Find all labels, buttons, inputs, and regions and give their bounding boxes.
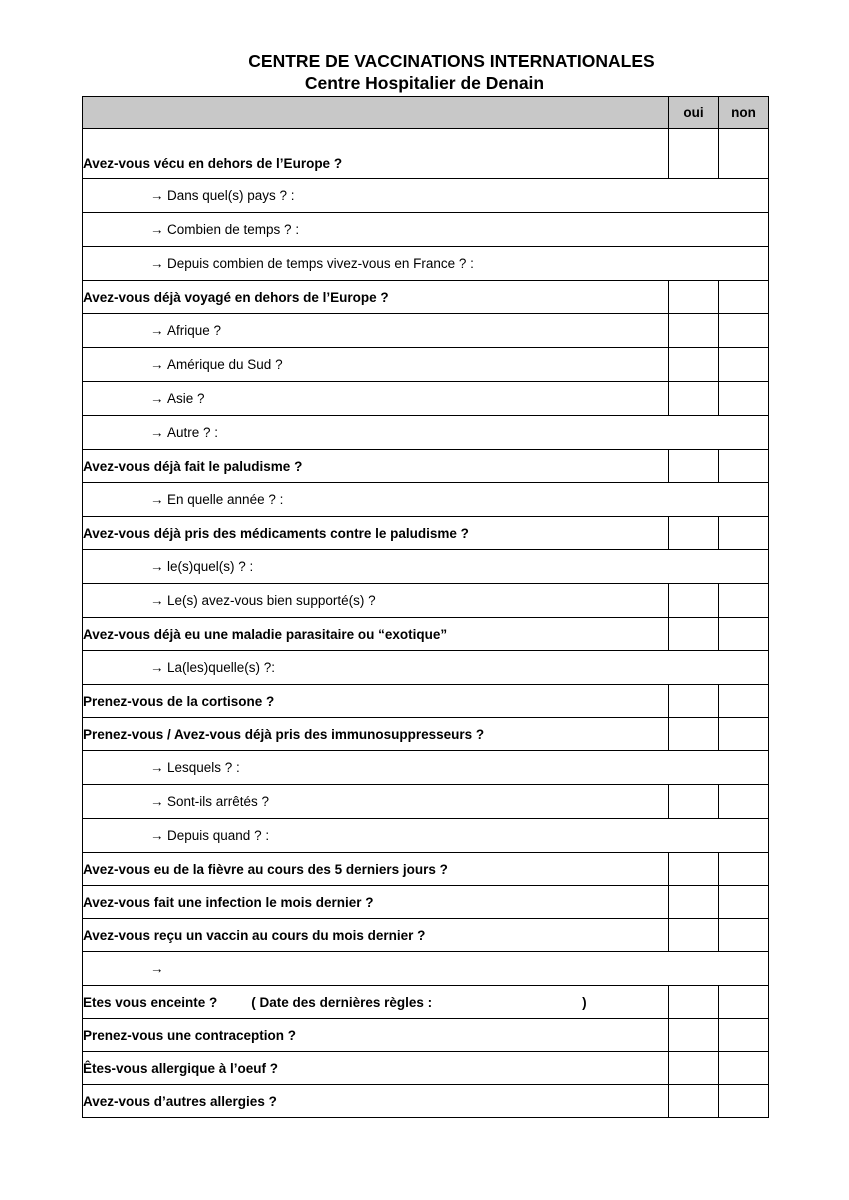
question-which-countries: Dans quel(s) pays ? : — [167, 188, 295, 203]
checkbox-non-lived-outside[interactable] — [719, 129, 769, 179]
question-other: Autre ? : — [167, 425, 219, 440]
checkbox-non-immunosuppressants[interactable] — [719, 718, 769, 751]
question-cell-meds-tolerated — [83, 584, 669, 618]
questionnaire-table — [82, 96, 769, 1118]
question-row-fever — [83, 853, 769, 886]
answer-field-vaccine-detail[interactable] — [83, 952, 769, 986]
checkbox-oui-travelled-outside[interactable] — [669, 281, 719, 314]
question-vaccine-last-month: Avez-vous reçu un vaccin au cours du mois dernier ? — [83, 919, 669, 952]
question-which-meds: le(s)quel(s) ? : — [167, 559, 254, 574]
answer-field-which-meds[interactable] — [83, 550, 769, 584]
question-row-immunosuppressants — [83, 718, 769, 751]
checkbox-oui-africa[interactable] — [669, 314, 719, 348]
checkbox-oui-immunosuppressants[interactable] — [669, 718, 719, 751]
question-travelled-outside: Avez-vous déjà voyagé en dehors de l’Europe ? — [83, 281, 669, 314]
document-subtitle: Centre Hospitalier de Denain — [304, 73, 545, 93]
question-row-since-when-france — [83, 247, 769, 281]
checkbox-oui-contraception[interactable] — [669, 1019, 719, 1052]
answer-field-which-disease[interactable] — [83, 651, 769, 685]
arrow-icon: → — [150, 961, 164, 976]
checkbox-oui-malaria[interactable] — [669, 450, 719, 483]
question-since-when-france: Depuis combien de temps vivez-vous en France ? : — [167, 256, 474, 271]
checkbox-oui-meds-tolerated[interactable] — [669, 584, 719, 618]
question-cell-pregnant — [83, 986, 669, 1019]
question-lived-outside: Avez-vous vécu en dehors de l’Europe ? — [83, 129, 669, 179]
checkbox-non-egg-allergy[interactable] — [719, 1052, 769, 1085]
table-header-row — [83, 97, 769, 129]
checkbox-oui-cortisone[interactable] — [669, 685, 719, 718]
arrow-icon: → — [150, 391, 164, 406]
question-cell-asia — [83, 382, 669, 416]
checkbox-oui-egg-allergy[interactable] — [669, 1052, 719, 1085]
question-row-africa — [83, 314, 769, 348]
question-cell-south-america — [83, 348, 669, 382]
arrow-icon: → — [150, 593, 164, 608]
question-row-malaria-year — [83, 483, 769, 517]
header-question-cell — [83, 97, 669, 129]
checkbox-oui-asia[interactable] — [669, 382, 719, 416]
answer-field-which-immuno[interactable] — [83, 751, 769, 785]
checkbox-non-vaccine-last-month[interactable] — [719, 919, 769, 952]
checkbox-non-contraception[interactable] — [719, 1019, 769, 1052]
checkbox-oui-other-allergies[interactable] — [669, 1085, 719, 1118]
question-row-south-america — [83, 348, 769, 382]
document-title: CENTRE DE VACCINATIONS INTERNATIONALES — [248, 51, 655, 71]
question-cell-immuno-stopped — [83, 785, 669, 819]
question-row-pregnant — [83, 986, 769, 1019]
arrow-icon: → — [150, 425, 164, 440]
checkbox-oui-fever[interactable] — [669, 853, 719, 886]
question-infection: Avez-vous fait une infection le mois dernier ? — [83, 886, 669, 919]
question-row-vaccine-detail — [83, 952, 769, 986]
checkbox-oui-pregnant[interactable] — [669, 986, 719, 1019]
arrow-icon: → — [150, 256, 164, 271]
question-meds-tolerated: Le(s) avez-vous bien supporté(s) ? — [167, 593, 376, 608]
question-row-egg-allergy — [83, 1052, 769, 1085]
question-which-immuno: Lesquels ? : — [167, 760, 240, 775]
question-row-meds-tolerated — [83, 584, 769, 618]
checkbox-oui-parasitic-disease[interactable] — [669, 618, 719, 651]
arrow-icon: → — [150, 357, 164, 372]
question-row-how-long — [83, 213, 769, 247]
question-contraception: Prenez-vous une contraception ? — [83, 1019, 669, 1052]
question-pregnant: Etes vous enceinte ? — [83, 994, 218, 1010]
arrow-icon: → — [150, 559, 164, 574]
answer-field-other[interactable] — [83, 416, 769, 450]
checkbox-non-immuno-stopped[interactable] — [719, 785, 769, 819]
checkbox-non-asia[interactable] — [719, 382, 769, 416]
question-row-parasitic-disease — [83, 618, 769, 651]
question-row-which-meds — [83, 550, 769, 584]
question-row-other — [83, 416, 769, 450]
arrow-icon: → — [150, 222, 164, 237]
question-row-malaria — [83, 450, 769, 483]
question-fever: Avez-vous eu de la fièvre au cours des 5 derniers jours ? — [83, 853, 669, 886]
document-header — [0, 50, 849, 94]
checkbox-oui-lived-outside[interactable] — [669, 129, 719, 179]
question-how-long: Combien de temps ? : — [167, 222, 300, 237]
arrow-icon: → — [150, 660, 164, 675]
question-immunosuppressants: Prenez-vous / Avez-vous déjà pris des immunosuppresseurs ? — [83, 718, 669, 751]
arrow-icon: → — [150, 492, 164, 507]
arrow-icon: → — [150, 188, 164, 203]
question-south-america: Amérique du Sud ? — [167, 357, 283, 372]
question-immuno-since: Depuis quand ? : — [167, 828, 270, 843]
answer-field-immuno-since[interactable] — [83, 819, 769, 853]
answer-field-malaria-year[interactable] — [83, 483, 769, 517]
question-row-which-disease — [83, 651, 769, 685]
question-last-period-close: ) — [582, 994, 587, 1010]
question-row-which-immuno — [83, 751, 769, 785]
checkbox-oui-south-america[interactable] — [669, 348, 719, 382]
question-row-infection — [83, 886, 769, 919]
checkbox-non-malaria-meds[interactable] — [719, 517, 769, 550]
question-row-contraception — [83, 1019, 769, 1052]
checkbox-oui-malaria-meds[interactable] — [669, 517, 719, 550]
question-egg-allergy: Êtes-vous allergique à l’oeuf ? — [83, 1052, 669, 1085]
question-other-allergies: Avez-vous d’autres allergies ? — [83, 1085, 669, 1118]
arrow-icon: → — [150, 828, 164, 843]
question-row-malaria-meds — [83, 517, 769, 550]
question-malaria-meds: Avez-vous déjà pris des médicaments contre le paludisme ? — [83, 517, 669, 550]
checkbox-oui-infection[interactable] — [669, 886, 719, 919]
answer-field-which-countries[interactable] — [83, 179, 769, 213]
question-which-disease: La(les)quelle(s) ?: — [167, 660, 276, 675]
checkbox-non-pregnant[interactable] — [719, 986, 769, 1019]
question-row-other-allergies — [83, 1085, 769, 1118]
arrow-icon: → — [150, 323, 164, 338]
checkbox-oui-immuno-stopped[interactable] — [669, 785, 719, 819]
question-immuno-stopped: Sont-ils arrêtés ? — [167, 794, 270, 809]
question-cortisone: Prenez-vous de la cortisone ? — [83, 685, 669, 718]
checkbox-non-africa[interactable] — [719, 314, 769, 348]
checkbox-non-fever[interactable] — [719, 853, 769, 886]
question-malaria-year: En quelle année ? : — [167, 492, 284, 507]
question-parasitic-disease: Avez-vous déjà eu une maladie parasitaire ou “exotique” — [83, 618, 669, 651]
checkbox-non-south-america[interactable] — [719, 348, 769, 382]
question-row-immuno-stopped — [83, 785, 769, 819]
question-row-travelled-outside — [83, 281, 769, 314]
question-row-asia — [83, 382, 769, 416]
checkbox-non-other-allergies[interactable] — [719, 1085, 769, 1118]
checkbox-non-parasitic-disease[interactable] — [719, 618, 769, 651]
question-row-immuno-since — [83, 819, 769, 853]
question-last-period-label: ( Date des dernières règles : — [251, 994, 433, 1010]
checkbox-non-cortisone[interactable] — [719, 685, 769, 718]
question-malaria: Avez-vous déjà fait le paludisme ? — [83, 450, 669, 483]
question-row-lived-outside — [83, 129, 769, 179]
question-asia: Asie ? — [167, 391, 205, 406]
checkbox-non-travelled-outside[interactable] — [719, 281, 769, 314]
question-row-vaccine-last-month — [83, 919, 769, 952]
arrow-icon: → — [150, 794, 164, 809]
answer-field-how-long[interactable] — [83, 213, 769, 247]
checkbox-non-malaria[interactable] — [719, 450, 769, 483]
answer-field-since-when-france[interactable] — [83, 247, 769, 281]
question-row-which-countries — [83, 179, 769, 213]
question-africa: Afrique ? — [167, 323, 222, 338]
checkbox-non-infection[interactable] — [719, 886, 769, 919]
checkbox-non-meds-tolerated[interactable] — [719, 584, 769, 618]
arrow-icon: → — [150, 760, 164, 775]
question-row-cortisone — [83, 685, 769, 718]
checkbox-oui-vaccine-last-month[interactable] — [669, 919, 719, 952]
question-cell-africa — [83, 314, 669, 348]
header-oui: oui — [669, 97, 719, 129]
header-non: non — [719, 97, 769, 129]
